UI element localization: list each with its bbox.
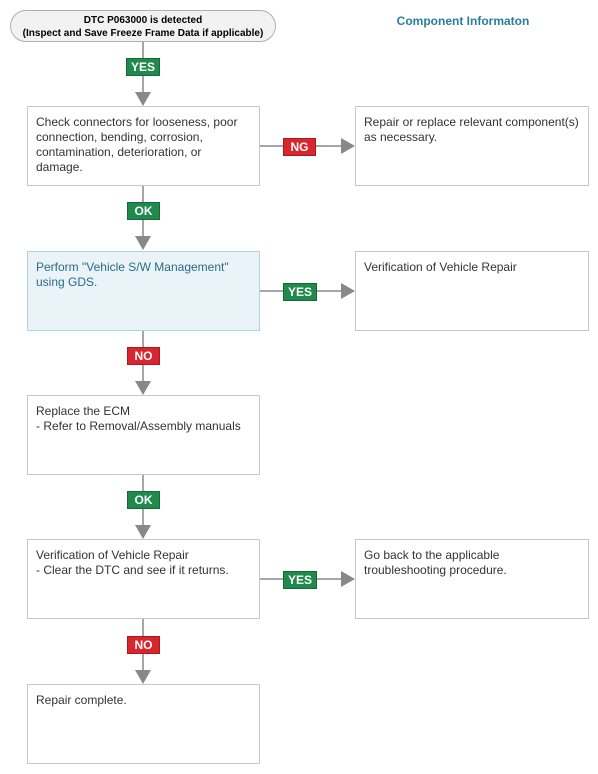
arrow-down-icon: [135, 525, 151, 539]
arrow-down-icon: [135, 670, 151, 684]
step-text: Check connectors for looseness, poor connection, bending, corrosion, contamination, deterioration, or damage.: [36, 115, 238, 174]
step-check-connectors: [27, 106, 260, 186]
start-line-2: (Inspect and Save Freeze Frame Data if applicable): [22, 28, 264, 39]
start-terminal: [10, 10, 276, 42]
arrow-right-icon: [341, 571, 355, 587]
step-perform-sw-management: [27, 251, 260, 331]
component-info-header: Component Informaton: [396, 14, 530, 28]
step-verification-clear-dtc: [27, 539, 260, 619]
step-verification-vehicle-repair: [355, 251, 589, 331]
badge-ok: OK: [127, 491, 160, 509]
step-replace-ecm: [27, 395, 260, 475]
badge-yes: YES: [126, 58, 160, 76]
step-text: Perform "Vehicle S/W Management" using GDS.: [36, 260, 229, 289]
step-text-line-1: Replace the ECM: [36, 404, 131, 418]
badge-yes: YES: [283, 283, 317, 301]
arrow-down-icon: [135, 381, 151, 395]
badge-no: NO: [127, 347, 160, 365]
step-text-line-1: Verification of Vehicle Repair: [36, 548, 189, 562]
step-text: Repair complete.: [36, 693, 127, 707]
start-line-1: DTC P063000 is detected: [83, 15, 203, 26]
step-text: Repair or replace relevant component(s) as necessary.: [364, 115, 579, 144]
badge-ok: OK: [127, 202, 160, 220]
arrow-right-icon: [341, 283, 355, 299]
badge-no: NO: [127, 636, 160, 654]
step-text: Go back to the applicable troubleshooting procedure.: [364, 548, 507, 577]
step-go-back: [355, 539, 589, 619]
step-repair-complete: [27, 684, 260, 764]
step-text-line-2: - Refer to Removal/Assembly manuals: [36, 419, 241, 433]
arrow-down-icon: [135, 92, 151, 106]
badge-ng: NG: [283, 138, 316, 156]
step-text: Verification of Vehicle Repair: [364, 260, 517, 274]
arrow-down-icon: [135, 236, 151, 250]
step-repair-replace: [355, 106, 589, 186]
arrow-right-icon: [341, 138, 355, 154]
badge-yes: YES: [283, 571, 317, 589]
step-text-line-2: - Clear the DTC and see if it returns.: [36, 563, 229, 577]
